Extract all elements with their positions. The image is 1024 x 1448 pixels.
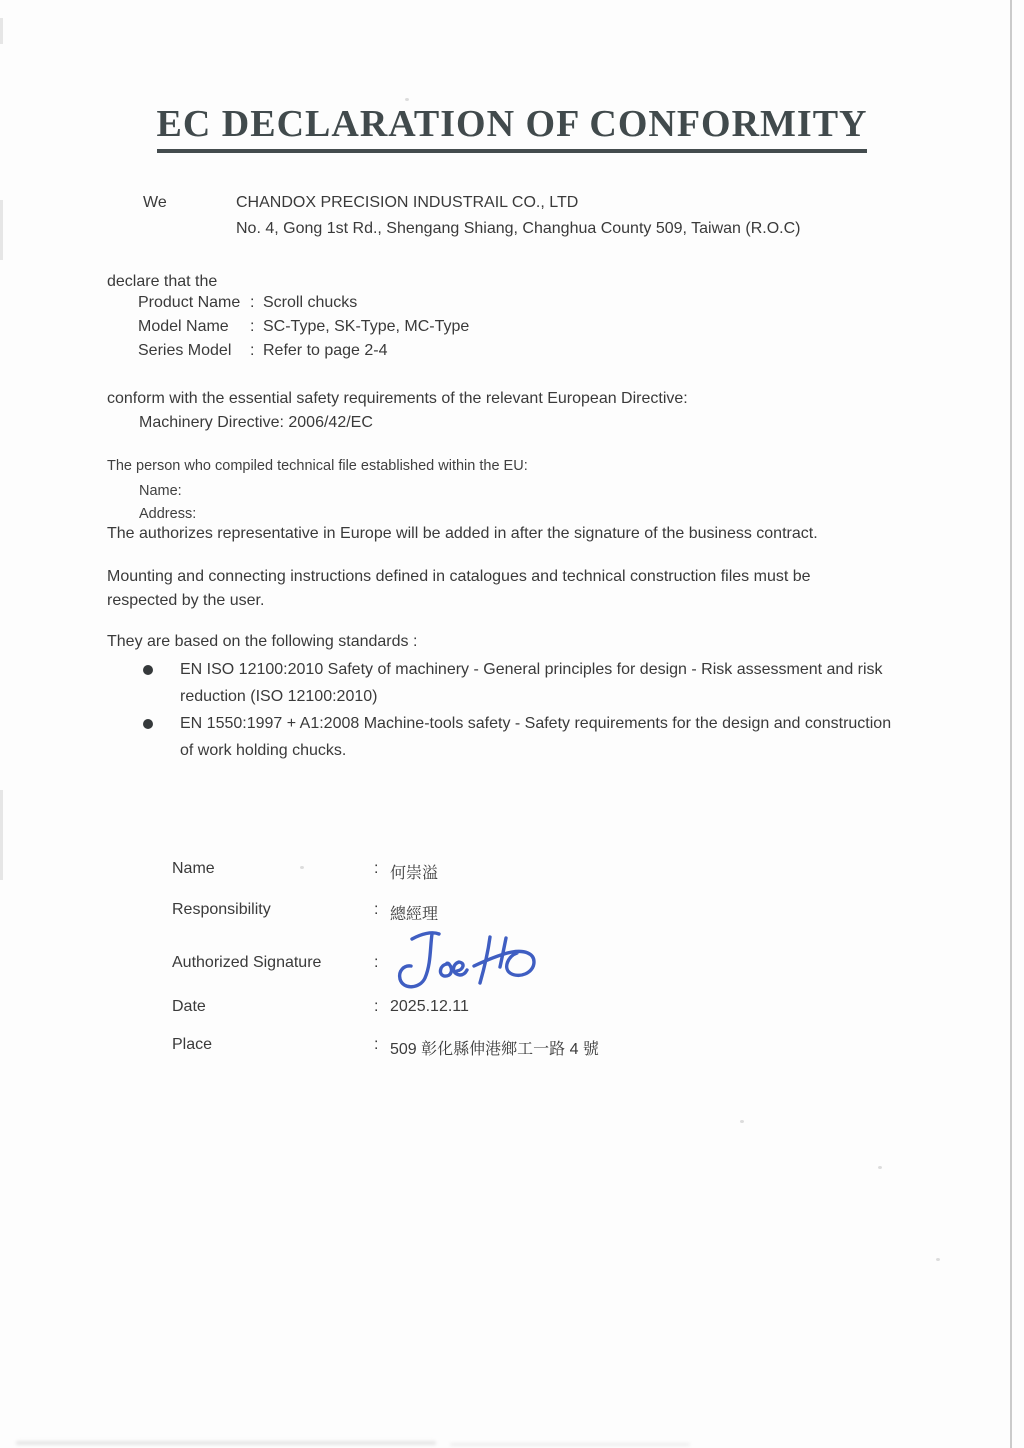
name-label: Name (172, 860, 215, 877)
product-name-label: Product Name (138, 294, 241, 311)
authorized-representative-note: The authorizes representative in Europe will be added in after the signature of the business contract. (107, 525, 818, 542)
authorized-signature-label: Authorized Signature (172, 954, 322, 971)
document-title (0, 102, 1024, 153)
colon: : (374, 901, 379, 918)
responsibility-value: 總經理 (390, 906, 439, 923)
we-label: We (143, 194, 167, 211)
model-name-value: SC-Type, SK-Type, MC-Type (263, 318, 470, 335)
document-title-text: EC DECLARATION OF CONFORMITY (157, 102, 868, 153)
scan-speck (740, 1120, 744, 1123)
colon: : (250, 294, 255, 311)
scan-speck (878, 1166, 882, 1169)
colon: : (250, 318, 255, 335)
colon: : (374, 954, 379, 971)
standard-item-1: EN ISO 12100:2010 Safety of machinery - General principles for design - Risk assessment and risk reduction (ISO 12100:2010) (180, 661, 883, 705)
place-value: 509 彰化縣伸港鄉工一路 4 號 (390, 1041, 599, 1058)
name-value: 何崇溢 (390, 865, 439, 882)
colon: : (250, 342, 255, 359)
model-name-label: Model Name (138, 318, 229, 335)
mounting-note: Mounting and connecting instructions defined in catalogues and technical construction files must be respected by the user. (107, 568, 811, 609)
technical-file-address-label: Address: (139, 506, 197, 522)
technical-file-lead: The person who compiled technical file established within the EU: (107, 458, 528, 474)
standards-lead: They are based on the following standards : (107, 633, 418, 650)
series-model-value: Refer to page 2-4 (263, 342, 388, 359)
scan-smudge (450, 1443, 690, 1446)
scan-speck (405, 98, 409, 101)
conformity-lead: conform with the essential safety requirements of the relevant European Directive: (107, 390, 688, 407)
series-model-label: Series Model (138, 342, 232, 359)
colon: : (374, 998, 379, 1015)
scan-speck (300, 866, 304, 869)
handwritten-signature (384, 926, 562, 998)
machinery-directive: Machinery Directive: 2006/42/EC (139, 414, 373, 431)
declaration-lead: declare that the (107, 273, 218, 290)
standard-item-2: EN 1550:1997 + A1:2008 Machine-tools safety - Safety requirements for the design and construction of work holding chucks. (180, 715, 892, 759)
date-value: 2025.12.11 (390, 998, 469, 1015)
bullet-icon (143, 719, 153, 729)
date-label: Date (172, 998, 206, 1015)
scan-speck (936, 1258, 940, 1261)
responsibility-label: Responsibility (172, 901, 271, 918)
scan-mark (0, 790, 3, 880)
product-name-value: Scroll chucks (263, 294, 358, 311)
technical-file-name-label: Name: (139, 483, 182, 499)
company-address: No. 4, Gong 1st Rd., Shengang Shiang, Changhua County 509, Taiwan (R.O.C) (236, 220, 801, 237)
company-name: CHANDOX PRECISION INDUSTRAIL CO., LTD (236, 194, 579, 211)
bullet-icon (143, 665, 153, 675)
colon: : (374, 860, 379, 877)
place-label: Place (172, 1036, 213, 1053)
colon: : (374, 1036, 379, 1053)
scan-mark (0, 200, 3, 260)
scan-smudge (16, 1441, 436, 1445)
scan-mark (0, 18, 3, 44)
scan-edge-line (1010, 0, 1012, 1448)
